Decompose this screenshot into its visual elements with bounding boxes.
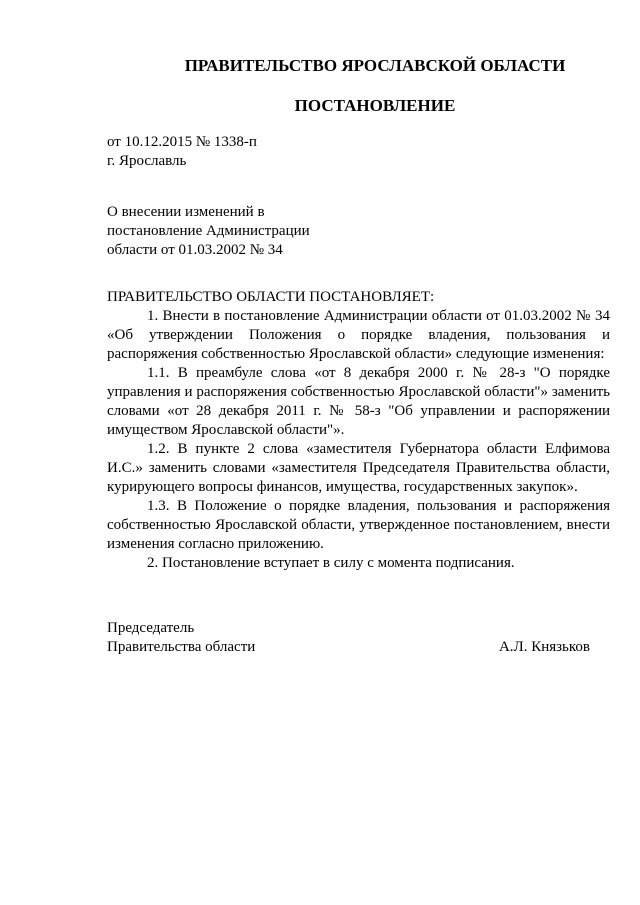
- subject-line: О внесении изменений в: [107, 204, 265, 220]
- signature-block: [107, 619, 590, 657]
- clause-1: 1. Внести в постановление Администрации области от 01.03.2002 № 34 «Об утверждении Положения о порядке владения, пользования и распоряжения собственностью Ярославской области» следующие изменения:: [107, 308, 610, 362]
- signatory-title: Правительства области: [107, 639, 256, 655]
- clause-2: 2. Постановление вступает в силу с момента подписания.: [147, 555, 515, 571]
- signatory-title: Председатель: [107, 620, 195, 636]
- document-type: ПОСТАНОВЛЕНИЕ: [294, 96, 456, 115]
- document-subject: [107, 203, 310, 260]
- preamble: ПРАВИТЕЛЬСТВО ОБЛАСТИ ПОСТАНОВЛЯЕТ:: [107, 289, 435, 305]
- subject-line: постановление Администрации: [107, 223, 310, 239]
- government-title: ПРАВИТЕЛЬСТВО ЯРОСЛАВСКОЙ ОБЛАСТИ: [184, 56, 566, 75]
- date-number: от 10.12.2015 № 1338-п: [107, 134, 257, 150]
- document-body: [107, 288, 610, 573]
- document-meta: [107, 133, 257, 171]
- city: г. Ярославль: [107, 153, 187, 169]
- subject-line: области от 01.03.2002 № 34: [107, 242, 283, 258]
- clause-1-2: 1.2. В пункте 2 слова «заместителя Губернатора области Елфимова И.С.» заменить словами «заместителя Председателя Правительства области, курирующего вопросы финансов, имущества, государственных закупок».: [107, 441, 610, 495]
- clause-1-1: 1.1. В преамбуле слова «от 8 декабря 2000 г. № 28-з "О порядке управления и распоряжения собственностью Ярославской области"» заменить словами «от 28 декабря 2011 г. № 58-з "Об управлении и распоряжении имуществом Ярославской области"».: [107, 365, 610, 438]
- signatory-name: А.Л. Князьков: [498, 639, 590, 655]
- clause-1-3: 1.3. В Положение о порядке владения, пользования и распоряжения собственностью Ярославской области, утвержденное постановлением, внести изменения согласно приложению.: [107, 498, 610, 552]
